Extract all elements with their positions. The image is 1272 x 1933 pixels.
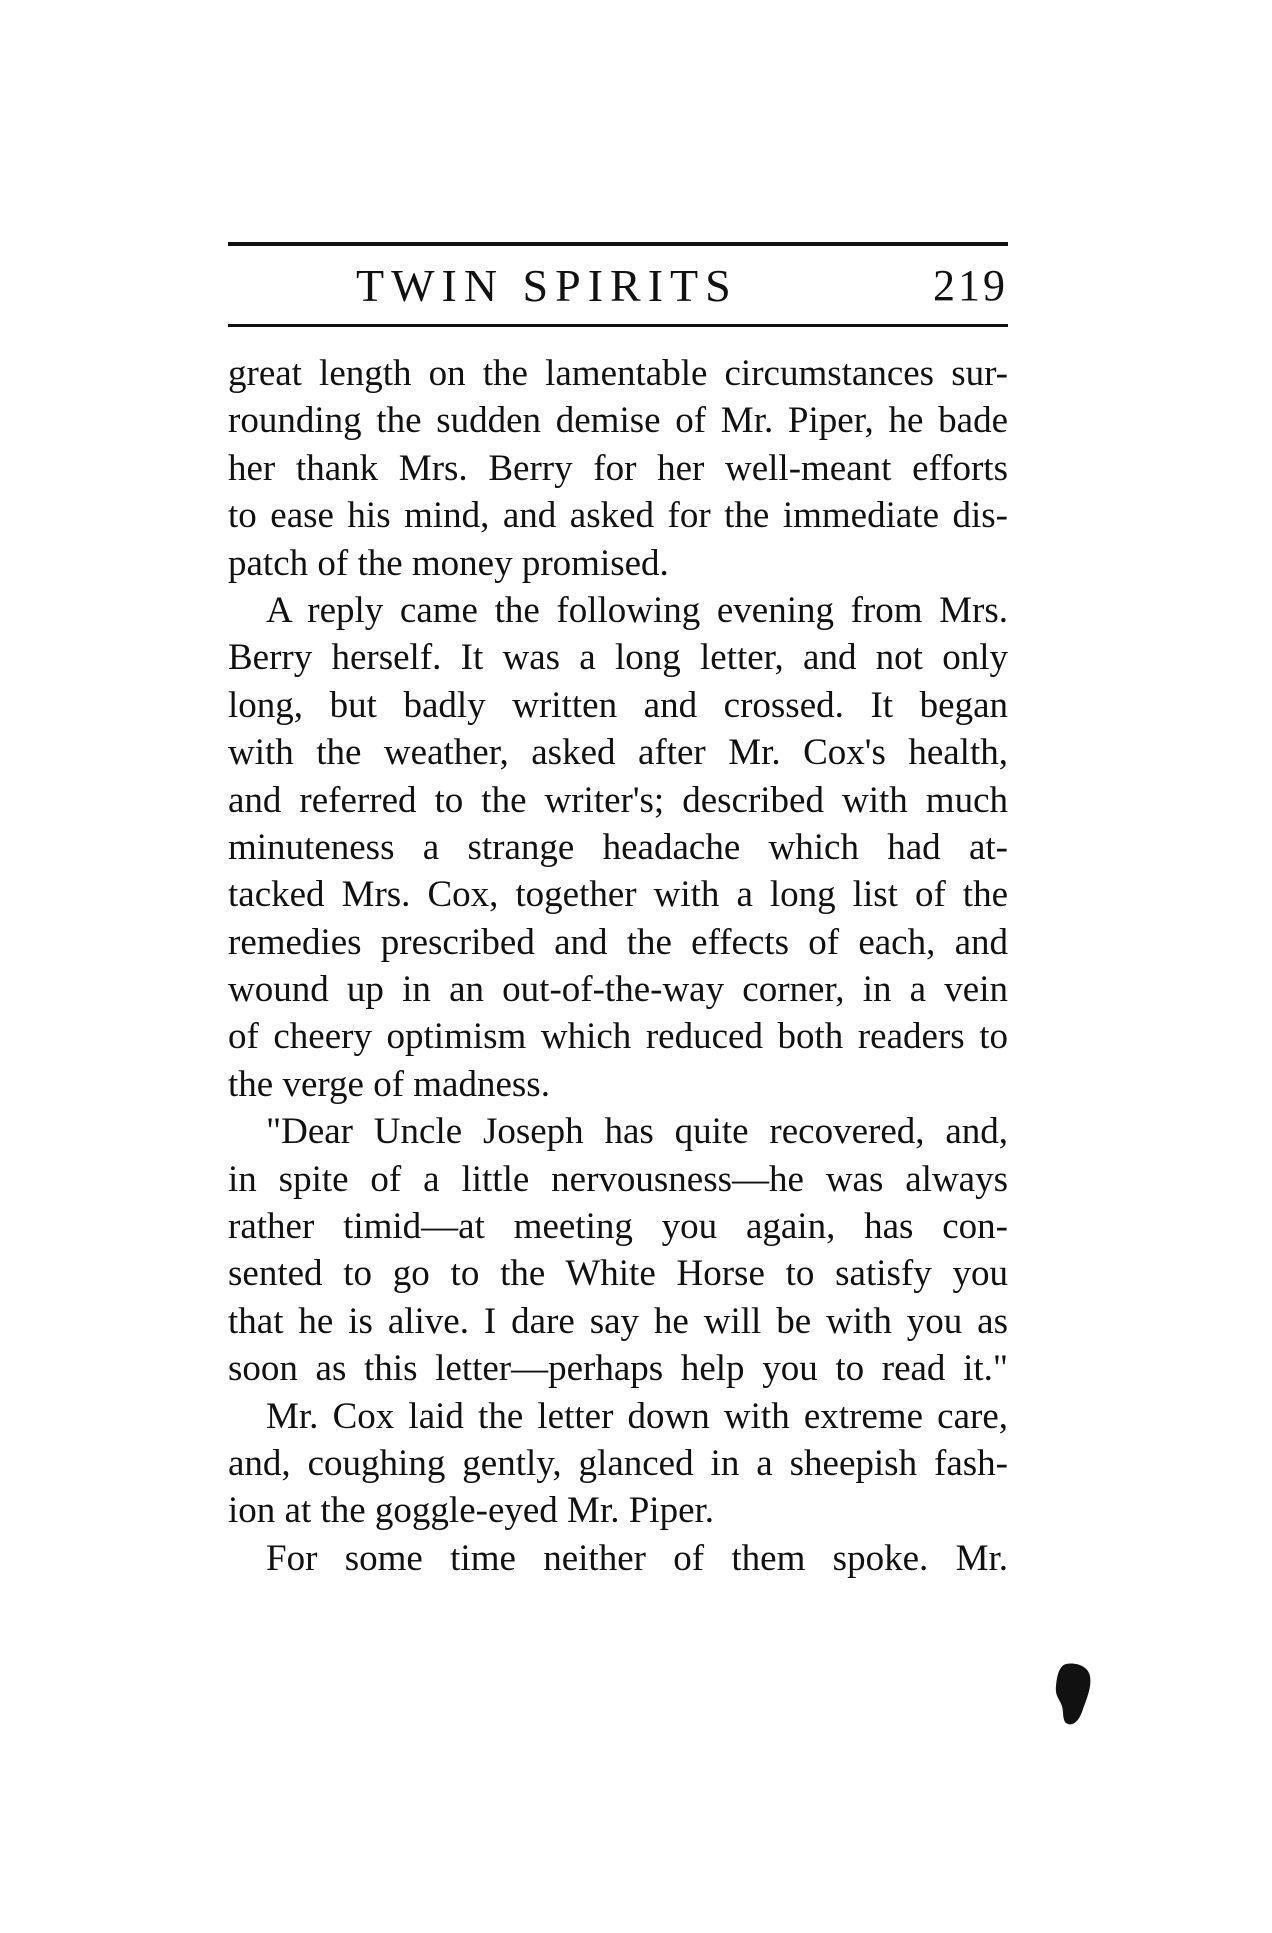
text-line: wound up in an out-of-the-way corner, in a vein bbox=[228, 969, 1008, 1011]
text-line: remedies prescribed and the effects of each, and bbox=[228, 921, 1008, 963]
text-line: soon as this letter—perhaps help you to read it." bbox=[228, 1348, 1008, 1390]
paragraph-first-line: "Dear Uncle Joseph has quite recovered, and, bbox=[266, 1111, 1008, 1153]
text-line: to ease his mind, and asked for the immediate dis- bbox=[228, 495, 1008, 537]
text-line: minuteness a strange headache which had at- bbox=[228, 826, 1008, 868]
ink-blot-mark bbox=[1052, 1662, 1092, 1728]
text-line: of cheery optimism which reduced both readers to bbox=[228, 1016, 1008, 1058]
header-top-rule bbox=[228, 242, 1008, 246]
text-line: the verge of madness. bbox=[228, 1063, 550, 1105]
text-line: rather timid—at meeting you again, has con- bbox=[228, 1206, 1008, 1248]
text-line: great length on the lamentable circumstances sur- bbox=[228, 353, 1008, 394]
text-line: ion at the goggle-eyed Mr. Piper. bbox=[228, 1490, 715, 1532]
text-line: long, but badly written and crossed. It began bbox=[228, 684, 1008, 726]
running-head bbox=[228, 256, 1008, 316]
text-line: with the weather, asked after Mr. Cox's health, bbox=[228, 732, 1008, 774]
header-bottom-rule bbox=[228, 324, 1008, 327]
text-line: tacked Mrs. Cox, together with a long list of the bbox=[228, 874, 1008, 916]
text-line: and, coughing gently, glanced in a sheepish fash- bbox=[228, 1442, 1008, 1484]
paragraph-first-line: Mr. Cox laid the letter down with extreme care, bbox=[266, 1395, 1008, 1437]
text-line: that he is alive. I dare say he will be with you as bbox=[228, 1300, 1008, 1342]
text-line: her thank Mrs. Berry for her well-meant efforts bbox=[228, 447, 1008, 489]
paragraph-first-line: A reply came the following evening from Mrs. bbox=[266, 589, 1008, 631]
text-line: in spite of a little nervousness—he was always bbox=[228, 1158, 1008, 1200]
body-text bbox=[228, 350, 1008, 1582]
text-line: patch of the money promised. bbox=[228, 542, 669, 584]
page-number: 219 bbox=[933, 261, 1008, 310]
text-line: rounding the sudden demise of Mr. Piper, he bade bbox=[228, 400, 1008, 442]
text-line: and referred to the writer's; described with much bbox=[228, 779, 1008, 821]
running-title: TWIN SPIRITS bbox=[356, 260, 738, 311]
paragraph-first-line: For some time neither of them spoke. Mr. bbox=[266, 1537, 1008, 1579]
text-line: Berry herself. It was a long letter, and not only bbox=[228, 637, 1008, 679]
text-line: sented to go to the White Horse to satisfy you bbox=[228, 1253, 1008, 1295]
